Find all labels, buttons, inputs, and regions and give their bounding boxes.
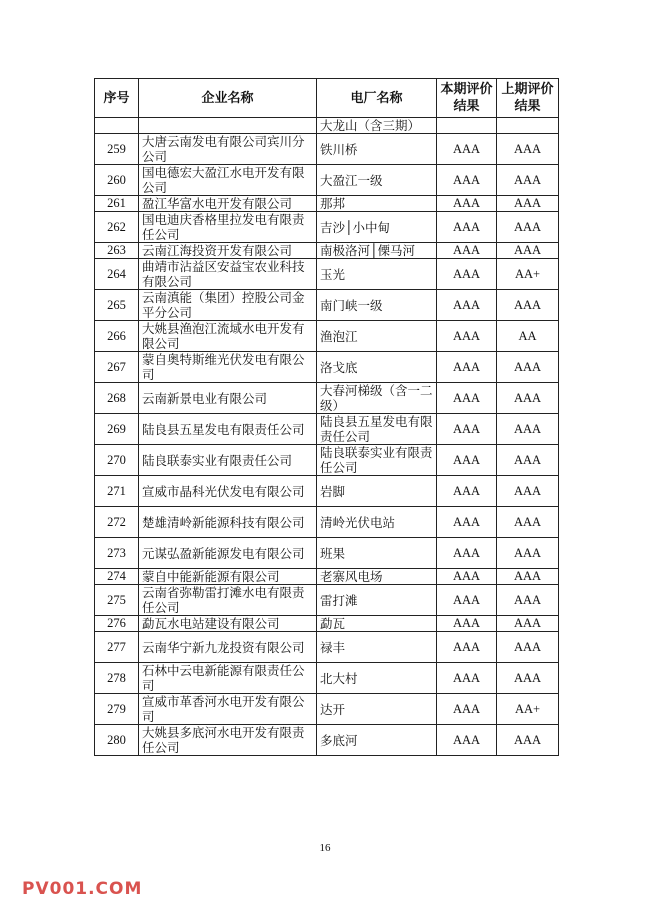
row-no: 275	[95, 585, 139, 616]
plant-name: 禄丰	[317, 632, 437, 663]
table-row	[95, 414, 559, 445]
row-no: 274	[95, 569, 139, 585]
row-no: 278	[95, 663, 139, 694]
table-header-row	[95, 79, 559, 118]
row-no: 268	[95, 383, 139, 414]
row-no: 269	[95, 414, 139, 445]
table-body	[95, 118, 559, 756]
plant-name: 洛戈底	[317, 352, 437, 383]
plant-name: 雷打滩	[317, 585, 437, 616]
watermark: PV001.COM	[22, 879, 143, 899]
table-row	[95, 569, 559, 585]
company-name: 宣威市晶科光伏发电有限公司	[139, 476, 317, 507]
continuation-no	[95, 118, 139, 134]
current-rating: AAA	[437, 694, 497, 725]
plant-name: 渔泡江	[317, 321, 437, 352]
current-rating: AAA	[437, 616, 497, 632]
plant-name: 岩脚	[317, 476, 437, 507]
table-row	[95, 616, 559, 632]
plant-name: 大盈江一级	[317, 165, 437, 196]
table-row	[95, 352, 559, 383]
previous-rating: AA+	[497, 259, 559, 290]
table-row	[95, 538, 559, 569]
company-name: 曲靖市沾益区安益宝农业科技有限公司	[139, 259, 317, 290]
current-rating: AAA	[437, 243, 497, 259]
previous-rating: AAA	[497, 538, 559, 569]
table-row	[95, 259, 559, 290]
table-row	[95, 725, 559, 756]
current-rating: AAA	[437, 383, 497, 414]
row-no: 260	[95, 165, 139, 196]
company-name: 蒙自奥特斯维光伏发电有限公司	[139, 352, 317, 383]
current-rating: AAA	[437, 212, 497, 243]
plant-name: 玉光	[317, 259, 437, 290]
previous-rating: AAA	[497, 585, 559, 616]
company-name: 云南滇能（集团）控股公司金平分公司	[139, 290, 317, 321]
row-no: 261	[95, 196, 139, 212]
previous-rating: AAA	[497, 212, 559, 243]
current-rating: AAA	[437, 414, 497, 445]
previous-rating: AAA	[497, 383, 559, 414]
current-rating: AAA	[437, 569, 497, 585]
table-row	[95, 290, 559, 321]
row-no: 264	[95, 259, 139, 290]
company-name: 国电迪庆香格里拉发电有限责任公司	[139, 212, 317, 243]
row-no: 277	[95, 632, 139, 663]
row-no: 280	[95, 725, 139, 756]
row-no: 271	[95, 476, 139, 507]
current-rating: AAA	[437, 196, 497, 212]
plant-name: 北大村	[317, 663, 437, 694]
plant-name: 南门峡一级	[317, 290, 437, 321]
table-row	[95, 445, 559, 476]
current-rating: AAA	[437, 725, 497, 756]
company-name: 云南江海投资开发有限公司	[139, 243, 317, 259]
previous-rating: AA+	[497, 694, 559, 725]
continuation-current	[437, 118, 497, 134]
previous-rating: AAA	[497, 414, 559, 445]
plant-name: 那邦	[317, 196, 437, 212]
company-name: 陆良县五星发电有限责任公司	[139, 414, 317, 445]
current-rating: AAA	[437, 352, 497, 383]
previous-rating: AAA	[497, 165, 559, 196]
table-row	[95, 632, 559, 663]
company-name: 云南新景电业有限公司	[139, 383, 317, 414]
table-row	[95, 663, 559, 694]
company-name: 盈江华富水电开发有限公司	[139, 196, 317, 212]
previous-rating: AAA	[497, 632, 559, 663]
table-row	[95, 134, 559, 165]
current-rating: AAA	[437, 585, 497, 616]
current-rating: AAA	[437, 165, 497, 196]
plant-name: 陆良县五星发电有限责任公司	[317, 414, 437, 445]
rating-table	[94, 78, 559, 756]
row-no: 265	[95, 290, 139, 321]
row-no: 263	[95, 243, 139, 259]
row-no: 279	[95, 694, 139, 725]
previous-rating: AA	[497, 321, 559, 352]
table-row	[95, 585, 559, 616]
current-rating: AAA	[437, 321, 497, 352]
table-row	[95, 321, 559, 352]
company-name: 石林中云电新能源有限责任公司	[139, 663, 317, 694]
table-row	[95, 243, 559, 259]
previous-rating: AAA	[497, 725, 559, 756]
current-rating: AAA	[437, 259, 497, 290]
table-row	[95, 196, 559, 212]
company-name: 云南省弥勒雷打滩水电有限责任公司	[139, 585, 317, 616]
company-name: 国电德宏大盈江水电开发有限公司	[139, 165, 317, 196]
row-no: 262	[95, 212, 139, 243]
previous-rating: AAA	[497, 663, 559, 694]
current-rating: AAA	[437, 507, 497, 538]
current-rating: AAA	[437, 445, 497, 476]
row-no: 259	[95, 134, 139, 165]
company-name: 楚雄清岭新能源科技有限公司	[139, 507, 317, 538]
company-name: 宣威市革香河水电开发有限公司	[139, 694, 317, 725]
table-row	[95, 165, 559, 196]
previous-rating: AAA	[497, 476, 559, 507]
header-no: 序号	[95, 79, 139, 118]
header-plant: 电厂名称	[317, 79, 437, 118]
table-row	[95, 507, 559, 538]
row-no: 273	[95, 538, 139, 569]
previous-rating: AAA	[497, 616, 559, 632]
row-no: 270	[95, 445, 139, 476]
continuation-row	[95, 118, 559, 134]
header-current-rating: 本期评价结果	[437, 79, 497, 118]
table-row	[95, 383, 559, 414]
previous-rating: AAA	[497, 507, 559, 538]
previous-rating: AAA	[497, 243, 559, 259]
plant-name: 铁川桥	[317, 134, 437, 165]
plant-name: 老寨风电场	[317, 569, 437, 585]
current-rating: AAA	[437, 632, 497, 663]
company-name: 陆良联泰实业有限责任公司	[139, 445, 317, 476]
company-name: 蒙自中能新能源有限公司	[139, 569, 317, 585]
row-no: 276	[95, 616, 139, 632]
row-no: 266	[95, 321, 139, 352]
plant-name: 南极洛河│傈马河	[317, 243, 437, 259]
current-rating: AAA	[437, 476, 497, 507]
current-rating: AAA	[437, 538, 497, 569]
continuation-company	[139, 118, 317, 134]
previous-rating: AAA	[497, 196, 559, 212]
continuation-previous	[497, 118, 559, 134]
plant-name: 吉沙│小中甸	[317, 212, 437, 243]
current-rating: AAA	[437, 290, 497, 321]
plant-name: 清岭光伏电站	[317, 507, 437, 538]
plant-name: 班果	[317, 538, 437, 569]
company-name: 勐瓦水电站建设有限公司	[139, 616, 317, 632]
company-name: 云南华宁新九龙投资有限公司	[139, 632, 317, 663]
company-name: 大姚县渔泡江流域水电开发有限公司	[139, 321, 317, 352]
company-name: 大唐云南发电有限公司宾川分公司	[139, 134, 317, 165]
table-row	[95, 476, 559, 507]
plant-name: 达开	[317, 694, 437, 725]
previous-rating: AAA	[497, 352, 559, 383]
continuation-plant: 大龙山（含三期）	[317, 118, 437, 134]
header-previous-rating: 上期评价结果	[497, 79, 559, 118]
plant-name: 陆良联泰实业有限责任公司	[317, 445, 437, 476]
plant-name: 多底河	[317, 725, 437, 756]
previous-rating: AAA	[497, 134, 559, 165]
company-name: 大姚县多底河水电开发有限责任公司	[139, 725, 317, 756]
plant-name: 勐瓦	[317, 616, 437, 632]
table-row	[95, 694, 559, 725]
row-no: 272	[95, 507, 139, 538]
plant-name: 大春河梯级（含一二级）	[317, 383, 437, 414]
company-name: 元谋弘盈新能源发电有限公司	[139, 538, 317, 569]
previous-rating: AAA	[497, 569, 559, 585]
previous-rating: AAA	[497, 290, 559, 321]
row-no: 267	[95, 352, 139, 383]
current-rating: AAA	[437, 134, 497, 165]
header-company: 企业名称	[139, 79, 317, 118]
table-row	[95, 212, 559, 243]
page-number: 16	[319, 842, 331, 854]
previous-rating: AAA	[497, 445, 559, 476]
current-rating: AAA	[437, 663, 497, 694]
